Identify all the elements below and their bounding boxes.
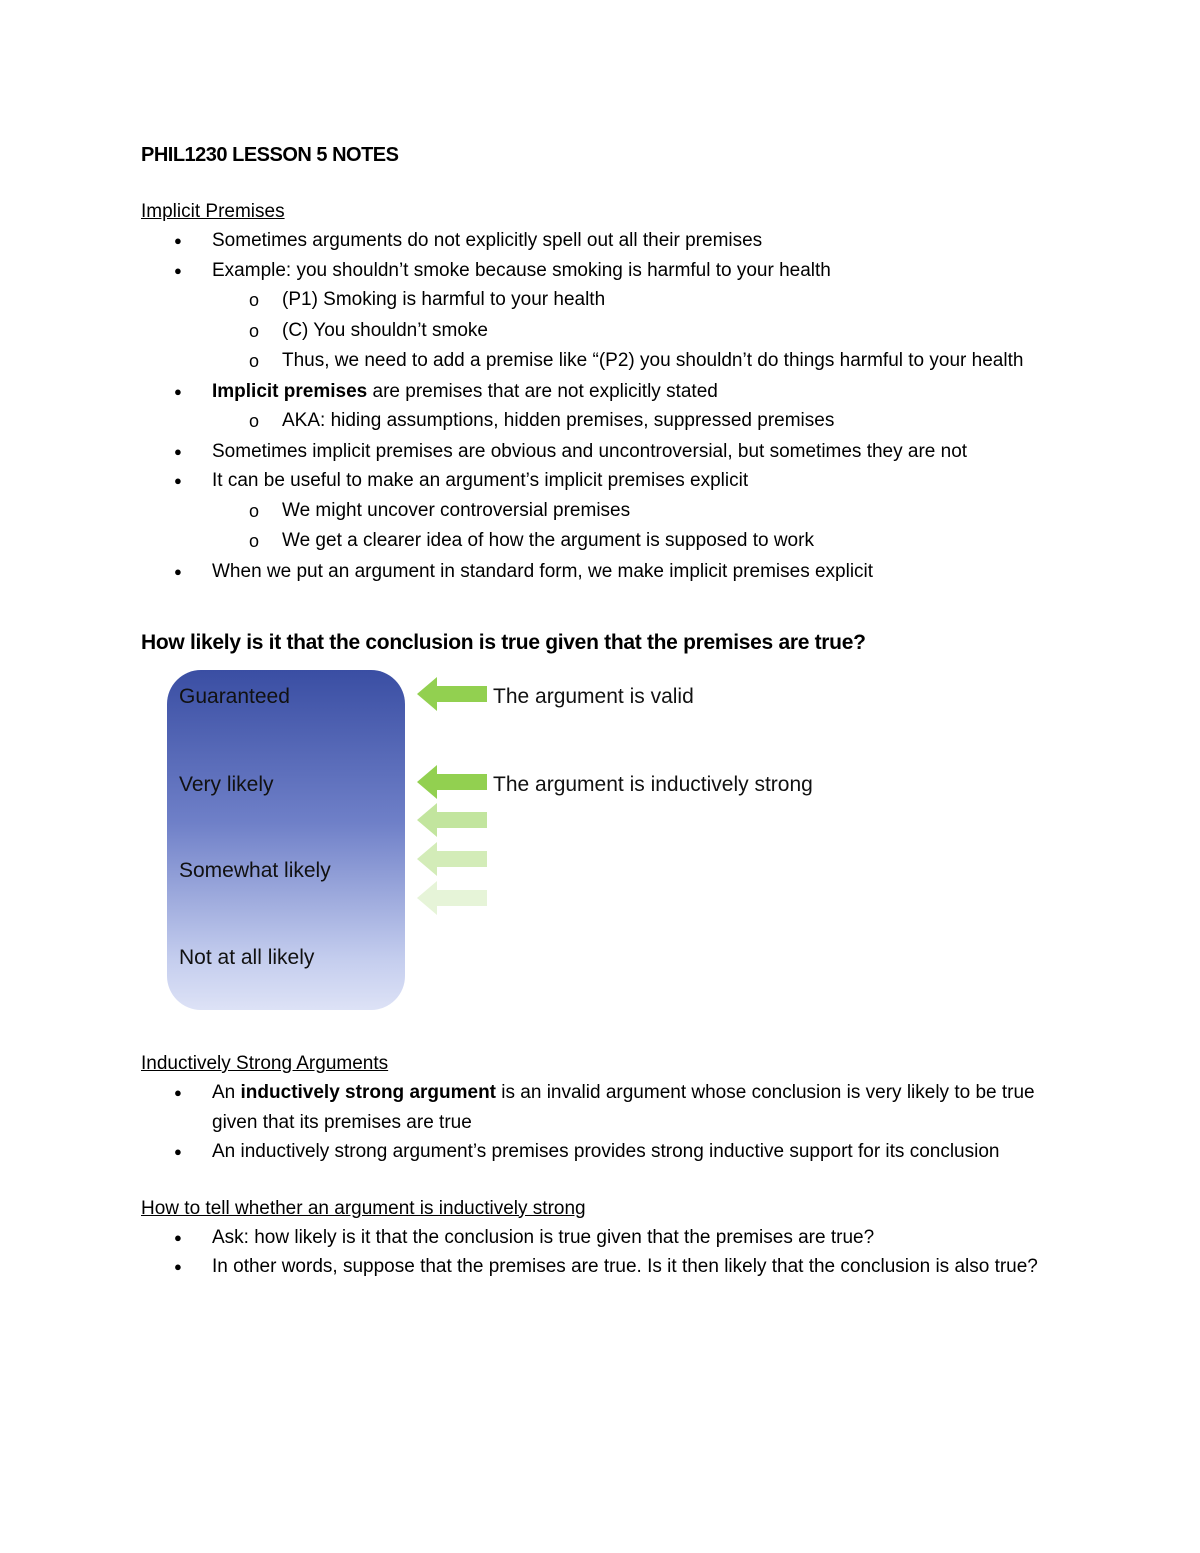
- left-arrow-icon: [417, 803, 487, 837]
- keyword: Implicit premises: [212, 380, 368, 402]
- how-to-list: [141, 1223, 1071, 1282]
- left-arrow-icon: [417, 842, 487, 876]
- sub-list: [212, 285, 1071, 377]
- list-item: [141, 557, 1071, 587]
- section-heading-inductively-strong: Inductively Strong Arguments: [141, 1053, 389, 1074]
- document-title: PHIL1230 LESSON 5 NOTES: [141, 144, 399, 166]
- section-heading-how-to-tell: How to tell whether an argument is inductively strong: [141, 1197, 586, 1219]
- list-item-text: Sometimes arguments do not explicitly spell out all their premises: [212, 230, 763, 251]
- list-item-text: Sometimes implicit premises are obvious and uncontroversial, but sometimes they are not: [212, 440, 968, 462]
- scale-label-somewhat-likely: Somewhat likely: [179, 859, 331, 882]
- list-item-text: is an invalid argument whose conclusion is very likely to be true given that its premises are true: [212, 1082, 1035, 1133]
- scale-label-not-at-all-likely: Not at all likely: [179, 946, 315, 969]
- list-item: [141, 1252, 1071, 1282]
- scale-label-very-likely: Very likely: [179, 773, 274, 796]
- likelihood-diagram: [141, 660, 1071, 1050]
- left-arrow-icon: [417, 677, 487, 711]
- valid-label: The argument is valid: [493, 685, 694, 708]
- sub-list-item: [212, 526, 1071, 557]
- list-item: [141, 226, 1071, 256]
- sub-list-item: [212, 316, 1071, 347]
- sub-list-item-text: (C) You shouldn’t smoke: [282, 319, 488, 341]
- sub-list-item: [212, 496, 1071, 527]
- list-item: [141, 1078, 1071, 1137]
- list-item-text: It can be useful to make an argument’s implicit premises explicit: [212, 470, 749, 491]
- list-item: [141, 377, 1071, 437]
- document-page: [141, 140, 1071, 1282]
- spacer: [141, 170, 1071, 198]
- sub-list-item-text: AKA: hiding assumptions, hidden premises, suppressed premises: [282, 410, 835, 431]
- sub-list-item-text: Thus, we need to add a premise like “(P2) you shouldn’t do things harmful to your health: [282, 350, 1024, 371]
- sub-list-item-text: We might uncover controversial premises: [282, 499, 631, 521]
- list-item-text: When we put an argument in standard form, we make implicit premises explicit: [212, 560, 874, 582]
- spacer: [141, 586, 1071, 626]
- section-heading-implicit-premises: Implicit Premises: [141, 201, 285, 222]
- scale-label-guaranteed: Guaranteed: [179, 685, 290, 708]
- sub-list-item-text: (P1) Smoking is harmful to your health: [282, 289, 606, 310]
- list-item: [141, 466, 1071, 557]
- diagram-question: How likely is it that the conclusion is true given that the premises are true?: [141, 631, 866, 654]
- inductively-strong-label: The argument is inductively strong: [493, 773, 813, 796]
- list-item: [141, 256, 1071, 377]
- sub-list-item: [212, 285, 1071, 316]
- list-item: [141, 1223, 1071, 1253]
- list-item-text: Example: you shouldn’t smoke because smoking is harmful to your health: [212, 259, 831, 281]
- sub-list: [212, 496, 1071, 557]
- implicit-premises-list: [141, 226, 1071, 586]
- list-item: [141, 437, 1071, 467]
- list-item-text: are premises that are not explicitly stated: [367, 380, 718, 402]
- keyword: inductively strong argument: [240, 1082, 497, 1103]
- inductive-list: [141, 1078, 1071, 1167]
- list-item-text: In other words, suppose that the premises are true. Is it then likely that the conclusion is also true?: [212, 1256, 1038, 1277]
- left-arrow-icon: [417, 881, 487, 915]
- sub-list: [212, 406, 1071, 437]
- list-item-text: Ask: how likely is it that the conclusion is true given that the premises are true?: [212, 1226, 875, 1248]
- sub-list-item-text: We get a clearer idea of how the argument is supposed to work: [282, 530, 814, 551]
- list-item-text: An: [212, 1082, 241, 1103]
- sub-list-item: [212, 346, 1071, 377]
- spacer: [141, 1167, 1071, 1195]
- list-item: [141, 1137, 1071, 1167]
- left-arrow-icon: [417, 765, 487, 799]
- list-item-text: An inductively strong argument’s premises provides strong inductive support for its conclusion: [212, 1141, 1000, 1162]
- sub-list-item: [212, 406, 1071, 437]
